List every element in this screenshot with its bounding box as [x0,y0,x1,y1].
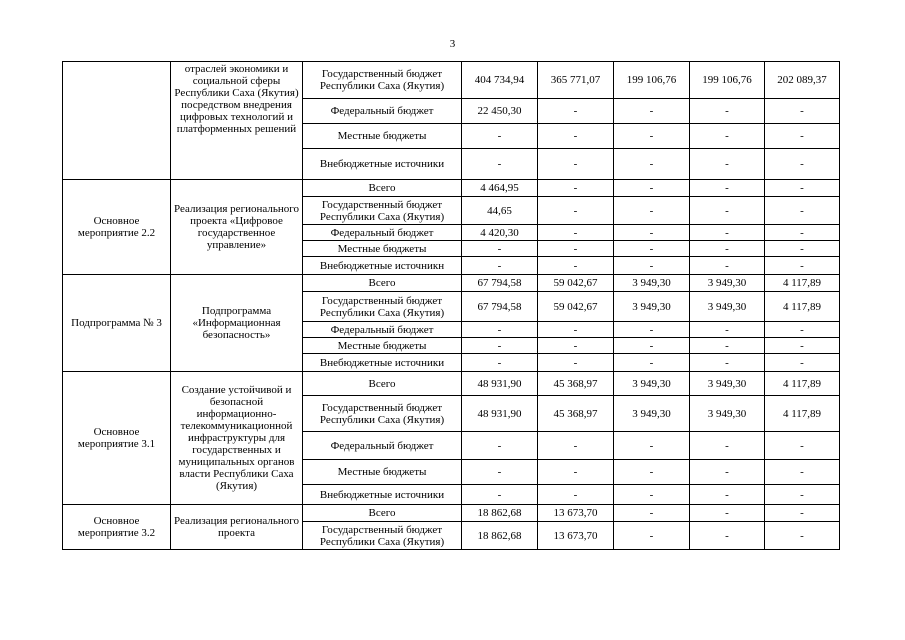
block-code [63,62,171,180]
table-row [63,275,840,292]
source-label: Государственный бюджет Республики Саха (Якутия) [303,292,462,322]
source-label: Государственный бюджет Республики Саха (Якутия) [303,62,462,99]
value-cell: - [690,225,765,241]
source-label: Федеральный бюджет [303,322,462,338]
table-row [63,62,840,99]
value-cell: - [538,338,614,354]
value-cell: - [614,485,690,505]
value-cell: - [538,241,614,257]
value-cell: - [614,180,690,197]
value-cell: - [765,338,840,354]
value-cell: 4 420,30 [462,225,538,241]
value-cell: 18 862,68 [462,505,538,522]
source-label: Местные бюджеты [303,460,462,485]
source-label: Федеральный бюджет [303,432,462,460]
value-cell: 45 368,97 [538,396,614,432]
value-cell: - [538,485,614,505]
value-cell: - [690,197,765,225]
value-cell: - [765,505,840,522]
block-code: Основное мероприятие 2.2 [63,180,171,275]
value-cell: - [765,99,840,124]
budget-table [62,61,840,550]
value-cell: - [765,197,840,225]
block-code: Основное мероприятие 3.1 [63,372,171,505]
table-row [63,180,840,197]
source-label: Государственный бюджет Республики Саха (Якутия) [303,396,462,432]
value-cell: - [614,432,690,460]
block-title: Реализация регионального проекта [171,505,303,550]
value-cell: - [538,432,614,460]
value-cell: 44,65 [462,197,538,225]
source-label: Всего [303,505,462,522]
value-cell: - [538,257,614,275]
value-cell: - [765,522,840,550]
value-cell: 3 949,30 [614,275,690,292]
value-cell: 4 464,95 [462,180,538,197]
value-cell: - [690,149,765,180]
value-cell: 13 673,70 [538,505,614,522]
source-label: Внебюджетные источники [303,354,462,372]
value-cell: - [538,322,614,338]
value-cell: - [614,505,690,522]
value-cell: - [765,322,840,338]
value-cell: 48 931,90 [462,396,538,432]
value-cell: 22 450,30 [462,99,538,124]
value-cell: - [614,257,690,275]
value-cell: 3 949,30 [690,275,765,292]
value-cell: 4 117,89 [765,396,840,432]
value-cell: - [462,354,538,372]
table-row [63,505,840,522]
value-cell: 67 794,58 [462,292,538,322]
value-cell: - [690,522,765,550]
value-cell: - [614,354,690,372]
value-cell: - [614,149,690,180]
value-cell: - [690,180,765,197]
value-cell: 202 089,37 [765,62,840,99]
value-cell: 3 949,30 [614,396,690,432]
value-cell: - [538,99,614,124]
block-code: Основное мероприятие 3.2 [63,505,171,550]
value-cell: - [538,197,614,225]
value-cell: 3 949,30 [690,372,765,396]
value-cell: 4 117,89 [765,372,840,396]
value-cell: - [614,225,690,241]
block-title: Подпрограмма «Информационная безопасность» [171,275,303,372]
value-cell: - [690,124,765,149]
value-cell: - [614,322,690,338]
value-cell: - [462,149,538,180]
value-cell: 199 106,76 [614,62,690,99]
value-cell: - [538,180,614,197]
value-cell: - [765,432,840,460]
source-label: Всего [303,180,462,197]
block-title: Реализация регионального проекта «Цифровое государственное управление» [171,180,303,275]
value-cell: 3 949,30 [614,292,690,322]
value-cell: - [765,460,840,485]
value-cell: - [462,257,538,275]
value-cell: - [614,241,690,257]
source-label: Местные бюджеты [303,338,462,354]
value-cell: 45 368,97 [538,372,614,396]
value-cell: - [538,225,614,241]
value-cell: - [462,338,538,354]
value-cell: - [462,241,538,257]
value-cell: - [765,485,840,505]
value-cell: - [690,257,765,275]
value-cell: 199 106,76 [690,62,765,99]
value-cell: - [614,522,690,550]
value-cell: - [765,241,840,257]
value-cell: - [538,460,614,485]
value-cell: - [462,485,538,505]
value-cell: - [765,225,840,241]
value-cell: - [538,149,614,180]
value-cell: 59 042,67 [538,275,614,292]
block-title: Создание устойчивой и безопасной информационно-телекоммуникационной инфраструктуры для государственных и муниципальных органов власти Республики Саха (Якутия) [171,372,303,505]
value-cell: - [690,432,765,460]
value-cell: - [614,99,690,124]
value-cell: 4 117,89 [765,292,840,322]
page-number: 3 [449,38,456,50]
value-cell: - [765,180,840,197]
value-cell: - [690,505,765,522]
source-label: Местные бюджеты [303,241,462,257]
value-cell: - [462,322,538,338]
source-label: Федеральный бюджет [303,99,462,124]
source-label: Государственный бюджет Республики Саха (Якутия) [303,197,462,225]
value-cell: - [690,354,765,372]
source-label: Внебюджетные источникн [303,257,462,275]
value-cell: - [614,460,690,485]
value-cell: 13 673,70 [538,522,614,550]
value-cell: - [462,460,538,485]
value-cell: - [690,460,765,485]
value-cell: - [614,338,690,354]
value-cell: 404 734,94 [462,62,538,99]
value-cell: 4 117,89 [765,275,840,292]
value-cell: - [462,124,538,149]
value-cell: 18 862,68 [462,522,538,550]
value-cell: 48 931,90 [462,372,538,396]
value-cell: - [538,124,614,149]
value-cell: - [765,124,840,149]
value-cell: 59 042,67 [538,292,614,322]
source-label: Внебюджетные источники [303,149,462,180]
value-cell: - [765,354,840,372]
source-label: Федеральный бюджет [303,225,462,241]
value-cell: - [690,241,765,257]
value-cell: - [690,485,765,505]
value-cell: 365 771,07 [538,62,614,99]
block-code: Подпрограмма № 3 [63,275,171,372]
value-cell: - [614,197,690,225]
value-cell: 3 949,30 [614,372,690,396]
source-label: Местные бюджеты [303,124,462,149]
source-label: Всего [303,275,462,292]
value-cell: 3 949,30 [690,292,765,322]
table-row [63,372,840,396]
value-cell: - [690,99,765,124]
value-cell: - [614,124,690,149]
block-title: отраслей экономики и социальной сферы Республики Саха (Якутия) посредством внедрения цифровых технологий и платформенных решений [171,62,303,180]
value-cell: - [765,257,840,275]
value-cell: - [462,432,538,460]
value-cell: - [765,149,840,180]
value-cell: - [690,338,765,354]
source-label: Государственный бюджет Республики Саха (Якутия) [303,522,462,550]
source-label: Внебюджетные источники [303,485,462,505]
source-label: Всего [303,372,462,396]
value-cell: - [538,354,614,372]
value-cell: 67 794,58 [462,275,538,292]
value-cell: 3 949,30 [690,396,765,432]
value-cell: - [690,322,765,338]
